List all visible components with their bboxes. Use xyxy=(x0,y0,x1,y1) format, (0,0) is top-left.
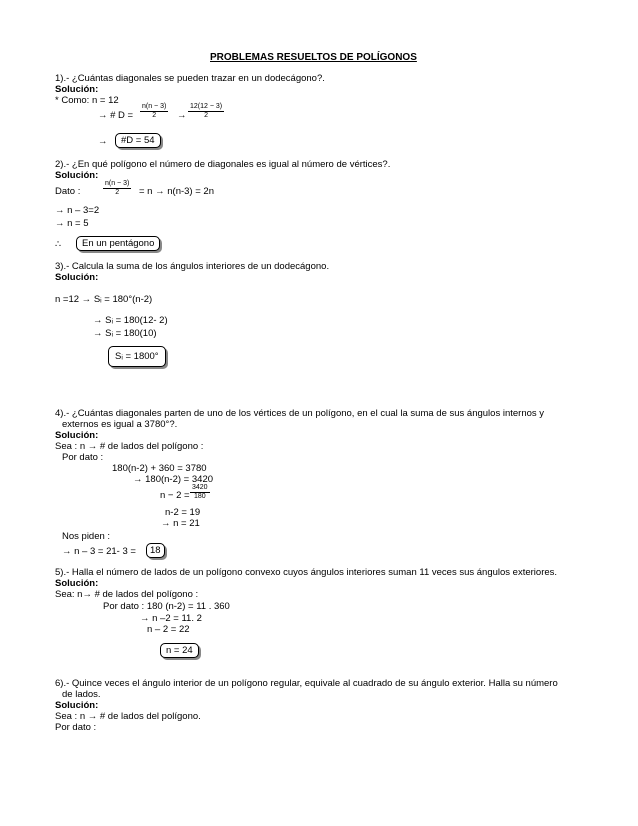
fraction-numerator: n(n − 3) xyxy=(142,103,167,110)
fraction-numerator: 12(12 − 3) xyxy=(190,103,223,110)
fraction-numerator: n(n − 3) xyxy=(105,180,130,187)
problem-3-question: 3).- Calcula la suma de los ángulos interiores de un dodecágono. xyxy=(55,261,330,272)
problem-4-nos-piden: Nos piden : xyxy=(62,531,111,542)
problem-6-por-dato: Por dato : xyxy=(55,722,97,733)
problem-4-question-line-1: 4).- ¿Cuántas diagonales parten de uno de los vértices de un polígono, en el cual la suma de sus ángulos internos y xyxy=(55,408,545,419)
problem-6-sea: Sea : n → # de lados del polígono. xyxy=(55,711,201,722)
problem-4-solution-label: Solución: xyxy=(55,430,99,441)
problem-4-equation-1: 180(n-2) + 360 = 3780 xyxy=(112,463,207,474)
problem-5-question: 5).- Halla el número de lados de un polígono convexo cuyos ángulos interiores suman 11 veces sus ángulos exteriores. xyxy=(55,567,558,578)
problem-2-dato: Dato : xyxy=(55,186,81,197)
problem-6-question-line-2: de lados. xyxy=(62,689,101,700)
problem-4-equation-5: → n = 21 xyxy=(161,518,200,529)
problem-6-question-line-1: 6).- Quince veces el ángulo interior de un polígono regular, equivale al cuadrado de su ángulo exterior. Halla su número xyxy=(55,678,558,689)
problem-1-result-box: #D = 54 xyxy=(115,133,161,148)
problem-3-line-1: n =12 → Sᵢ = 180°(n-2) xyxy=(55,294,153,305)
problem-4-equation-4: n-2 = 19 xyxy=(165,507,201,518)
fraction-denominator: 2 xyxy=(115,189,120,196)
problem-1-arrow: → xyxy=(177,110,187,121)
problem-5-sea: Sea: n→ # de lados del polígono : xyxy=(55,589,199,600)
problem-5-equation-3: n – 2 = 22 xyxy=(147,624,190,635)
problem-2-fraction xyxy=(103,180,131,197)
problem-4-question-line-2: externos es igual a 3780°?. xyxy=(62,419,178,430)
problem-4-final-prefix: → n – 3 = 21- 3 = xyxy=(62,546,136,557)
problem-1-solution-label: Solución: xyxy=(55,84,99,95)
problem-2-therefore: ∴ xyxy=(55,239,62,250)
problem-5-solution-label: Solución: xyxy=(55,578,99,589)
problem-3-line-2: → Sᵢ = 180(12- 2) xyxy=(93,315,168,326)
problem-2-step-1: → n – 3=2 xyxy=(55,205,100,216)
problem-5-equation-2: → n –2 = 11. 2 xyxy=(140,613,202,624)
problem-2-question: 2).- ¿En qué polígono el número de diagonales es igual al número de vértices?. xyxy=(55,159,391,170)
page-title: PROBLEMAS RESUELTOS DE POLÍGONOS xyxy=(210,52,417,63)
fraction-denominator: 2 xyxy=(152,112,157,119)
problem-1-substituted-fraction xyxy=(188,103,224,120)
problem-4-equation-3-prefix: n − 2 = xyxy=(160,490,190,501)
problem-2-equation: = n → n(n-3) = 2n xyxy=(139,186,214,197)
problem-1-formula-fraction xyxy=(140,103,168,120)
problem-2-result-box: En un pentágono xyxy=(76,236,160,251)
problem-2-step-2: → n = 5 xyxy=(55,218,89,229)
problem-4-sea: Sea : n → # de lados del polígono : xyxy=(55,441,204,452)
problem-4-fraction xyxy=(190,484,210,501)
fraction-denominator: 180 xyxy=(193,493,206,500)
problem-4-result-box: 18 xyxy=(146,543,165,558)
fraction-denominator: 2 xyxy=(204,112,208,119)
problem-5-equation-1: Por dato : 180 (n-2) = 11 . 360 xyxy=(103,601,230,612)
problem-1-question: 1).- ¿Cuántas diagonales se pueden trazar en un dodecágono?. xyxy=(55,73,325,84)
problem-1-given: * Como: n = 12 xyxy=(55,95,119,106)
problem-1-result-arrow: → xyxy=(98,136,108,147)
problem-6-solution-label: Solución: xyxy=(55,700,99,711)
problem-3-result-box: Sᵢ = 1800° xyxy=(108,346,166,367)
fraction-numerator: 3420 xyxy=(192,484,208,491)
problem-1-formula-prefix: → # D = xyxy=(98,110,134,121)
problem-4-equation-2: → 180(n-2) = 3420 xyxy=(133,474,214,485)
problem-4-por-dato: Por dato : xyxy=(62,452,104,463)
problem-2-solution-label: Solución: xyxy=(55,170,99,181)
problem-3-line-3: → Sᵢ = 180(10) xyxy=(93,328,157,339)
problem-3-solution-label: Solución: xyxy=(55,272,99,283)
problem-5-result-box: n = 24 xyxy=(160,643,199,658)
